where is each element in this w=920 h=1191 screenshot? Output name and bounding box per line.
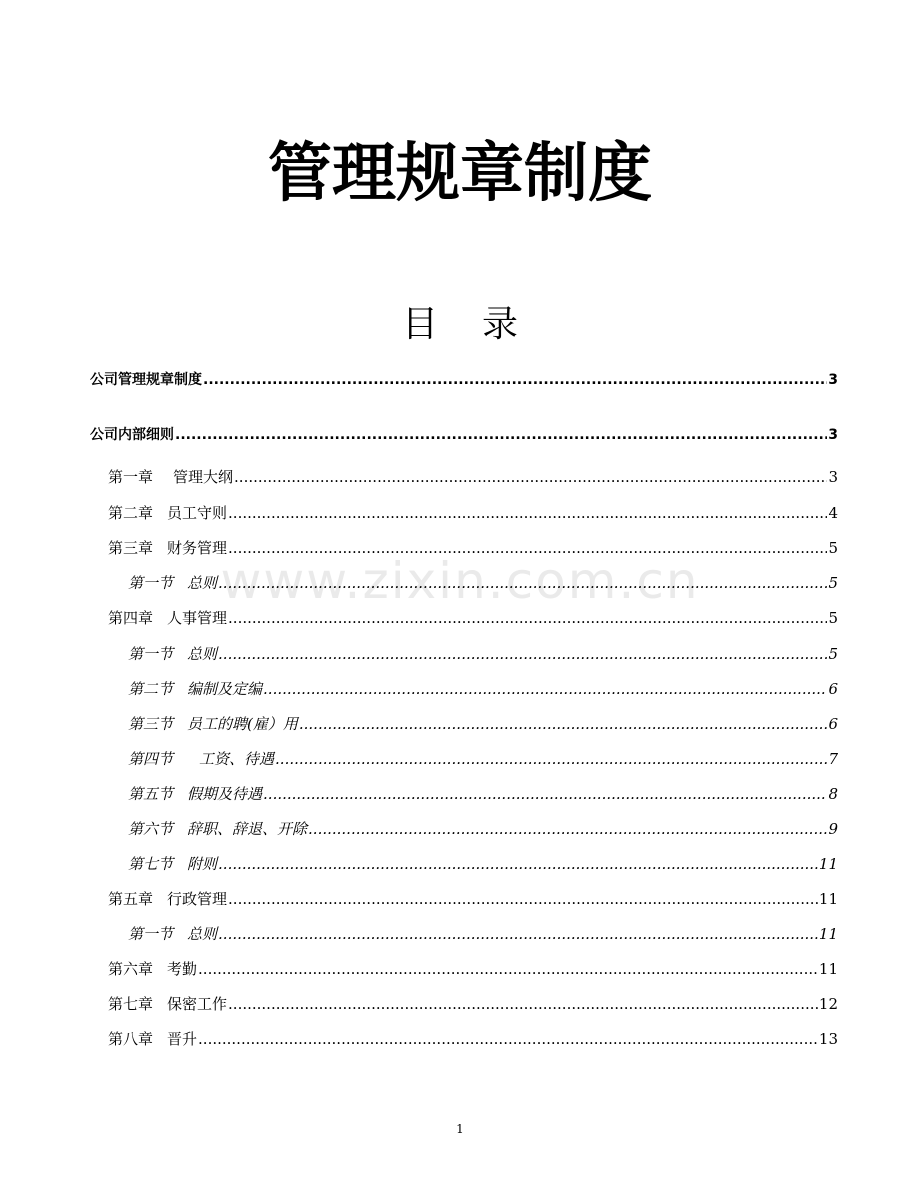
toc-page-number: 3 <box>828 372 838 388</box>
toc-leader-dots <box>175 425 827 445</box>
toc-entry[interactable] <box>128 714 838 734</box>
toc-entry-number: 第七节 <box>128 855 174 873</box>
toc-entry-text: 总则 <box>187 925 218 943</box>
toc-entry-text: 人事管理 <box>167 609 228 627</box>
toc-leader-dots <box>218 644 827 664</box>
toc-leader-dots <box>263 679 827 699</box>
toc-entry[interactable] <box>108 608 838 628</box>
toc-leader-dots <box>228 608 827 628</box>
toc-page-number: 4 <box>828 504 838 522</box>
toc-entry-label <box>108 994 227 1014</box>
toc-leader-dots <box>263 784 827 804</box>
toc-entry-number: 第二章 <box>108 504 154 522</box>
toc-leader-dots <box>218 573 827 593</box>
toc-entry-label <box>128 573 217 593</box>
toc-entry-label <box>108 1029 197 1049</box>
toc-entry-text: 工资、待遇 <box>199 750 275 768</box>
toc-page-number: 12 <box>818 995 838 1013</box>
toc-entry-label <box>128 749 274 769</box>
toc-page-number: 3 <box>828 468 838 486</box>
toc-leader-dots <box>275 749 827 769</box>
toc-entry[interactable] <box>128 924 838 944</box>
toc-entry[interactable] <box>108 994 838 1014</box>
toc-page-number: 6 <box>828 680 838 698</box>
toc-entry-label <box>128 714 298 734</box>
toc-entry-text: 辞职、辞退、开除 <box>187 820 308 838</box>
toc-leader-dots <box>228 994 818 1014</box>
toc-page-number: 6 <box>828 715 838 733</box>
toc-leader-dots <box>228 889 818 909</box>
toc-entry-label <box>108 608 227 628</box>
toc-entry-text: 公司内部细则 <box>90 427 174 443</box>
toc-entry[interactable] <box>128 784 838 804</box>
toc-entry[interactable] <box>128 819 838 839</box>
toc-entry-text: 保密工作 <box>167 995 228 1013</box>
toc-entry-text: 附则 <box>187 855 218 873</box>
page-title: 管理规章制度 <box>268 137 652 211</box>
toc-page-number: 11 <box>818 960 838 978</box>
toc-entry-label <box>108 467 233 487</box>
toc-leader-dots <box>203 370 827 390</box>
page-number: 1 <box>456 1122 464 1136</box>
toc-entry-label <box>108 889 227 909</box>
toc-leader-dots <box>228 538 827 558</box>
toc-page-number: 11 <box>818 855 838 873</box>
toc-entry[interactable] <box>128 644 838 664</box>
toc-entry[interactable] <box>108 889 838 909</box>
toc-entry[interactable] <box>108 503 838 523</box>
toc-entry-text: 考勤 <box>167 960 198 978</box>
toc-entry[interactable] <box>108 959 838 979</box>
toc-entry-text: 编制及定编 <box>187 680 263 698</box>
toc-entry-text: 公司管理规章制度 <box>90 372 202 388</box>
toc-leader-dots <box>218 854 818 874</box>
toc-entry[interactable] <box>128 854 838 874</box>
toc-page-number: 5 <box>828 539 838 557</box>
toc-entry-number: 第六节 <box>128 820 174 838</box>
toc-entry-number: 第一节 <box>128 645 174 663</box>
toc-entry-number: 第五节 <box>128 785 174 803</box>
toc-page-number: 5 <box>828 645 838 663</box>
toc-entry[interactable] <box>90 425 838 445</box>
toc-page-number: 5 <box>828 574 838 592</box>
toc-entry[interactable] <box>108 1029 838 1049</box>
toc-entry[interactable] <box>108 538 838 558</box>
toc-entry-text: 总则 <box>187 574 218 592</box>
toc-entry-number: 第八章 <box>108 1030 154 1048</box>
watermark: www.zixin.com.cn <box>220 552 700 610</box>
toc-entry-label <box>128 679 262 699</box>
toc-entry[interactable] <box>128 749 838 769</box>
toc-page-number: 11 <box>818 925 838 943</box>
toc-entry-text: 管理大纲 <box>173 468 234 486</box>
toc-entry-text: 总则 <box>187 645 218 663</box>
toc-heading-char-1: 目 <box>401 304 438 345</box>
toc-entry-label <box>90 425 174 445</box>
toc-entry-number: 第一节 <box>128 925 174 943</box>
toc-entry-text: 行政管理 <box>167 890 228 908</box>
toc-entry-text: 员工的聘(雇）用 <box>187 715 298 733</box>
toc-entry[interactable] <box>108 467 838 487</box>
toc-entry-number: 第二节 <box>128 680 174 698</box>
toc-entry-label <box>108 503 227 523</box>
toc-page-number: 9 <box>828 820 838 838</box>
toc-entry-number: 第一章 <box>108 468 154 486</box>
toc-leader-dots <box>234 467 827 487</box>
toc-entry-number: 第四节 <box>128 750 174 768</box>
toc-entry-number: 第七章 <box>108 995 154 1013</box>
toc-entry-text: 员工守则 <box>167 504 228 522</box>
toc-entry-label <box>128 924 217 944</box>
toc-entry-label <box>128 784 262 804</box>
toc-heading-char-2: 录 <box>482 304 519 345</box>
toc-leader-dots <box>218 924 818 944</box>
toc-entry-label <box>108 538 227 558</box>
toc-leader-dots <box>198 1029 818 1049</box>
toc-page-number: 11 <box>818 890 838 908</box>
toc-page-number: 5 <box>828 609 838 627</box>
toc-page-number: 8 <box>828 785 838 803</box>
toc-entry-number: 第三章 <box>108 539 154 557</box>
toc-entry[interactable] <box>128 573 838 593</box>
toc-leader-dots <box>299 714 828 734</box>
toc-entry-number: 第五章 <box>108 890 154 908</box>
toc-entry-label <box>128 854 217 874</box>
toc-page-number: 13 <box>818 1030 838 1048</box>
toc-entry-text: 晋升 <box>167 1030 198 1048</box>
toc-page-number: 3 <box>828 427 838 443</box>
toc-entry[interactable] <box>128 679 838 699</box>
toc-entry-label <box>108 959 197 979</box>
toc-leader-dots <box>198 959 818 979</box>
toc-entry-text: 假期及待遇 <box>187 785 263 803</box>
toc-entry-number: 第六章 <box>108 960 154 978</box>
toc-entry[interactable] <box>90 370 838 390</box>
toc-entry-label <box>128 644 217 664</box>
toc-leader-dots <box>228 503 827 523</box>
toc-entry-number: 第一节 <box>128 574 174 592</box>
toc-entry-label <box>128 819 307 839</box>
toc-entry-text: 财务管理 <box>167 539 228 557</box>
toc-page-number: 7 <box>828 750 838 768</box>
toc-heading <box>0 300 920 350</box>
toc-leader-dots <box>308 819 827 839</box>
toc-entry-number: 第四章 <box>108 609 154 627</box>
toc-entry-number: 第三节 <box>128 715 174 733</box>
toc-entry-label <box>90 370 202 390</box>
